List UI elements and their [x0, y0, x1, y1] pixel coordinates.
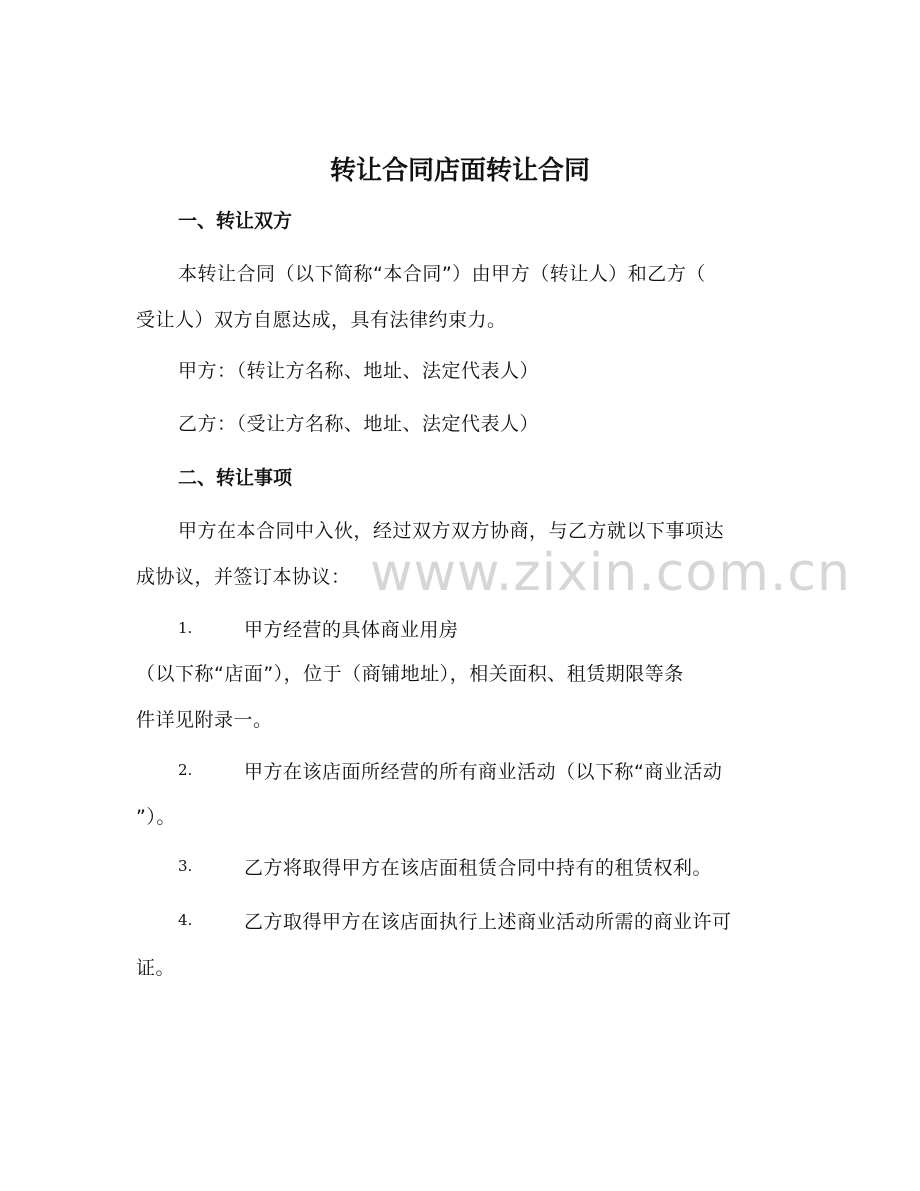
section-heading-parties: 一、转让双方 [178, 210, 293, 232]
list-item-text: 证。 [136, 957, 176, 979]
list-item-text: 乙方取得甲方在该店面执行上述商业活动所需的商业许可 [244, 911, 732, 933]
list-item-number: 4. [178, 911, 193, 929]
paragraph-line: 成协议，并签订本协议： [136, 566, 351, 588]
list-item-text: 甲方在该店面所经营的所有商业活动（以下称“商业活动 [244, 761, 723, 783]
list-item-text: 甲方经营的具体商业用房 [244, 619, 459, 641]
list-item-text: ”）。 [136, 806, 176, 828]
paragraph-line: 受让人）双方自愿达成，具有法律约束力。 [136, 309, 507, 331]
document-title: 转让合同店面转让合同 [329, 156, 590, 186]
paragraph-line: 甲方在本合同中入伙，经过双方双方协商，与乙方就以下事项达 [178, 520, 725, 542]
list-item-text: （以下称“店面”），位于（商铺地址），相关面积、租赁期限等条 [136, 663, 684, 685]
party-a-line: 甲方：（转让方名称、地址、法定代表人） [178, 360, 540, 382]
list-item-number: 1. [178, 619, 193, 637]
watermark: www.zixin.com.cn [370, 543, 851, 603]
list-item-number: 2. [178, 761, 193, 779]
list-item-text: 件详见附录一。 [136, 709, 273, 731]
party-b-line: 乙方：（受让方名称、地址、法定代表人） [178, 413, 540, 435]
list-item-text: 乙方将取得甲方在该店面租赁合同中持有的租赁权利。 [244, 857, 713, 879]
section-heading-matters: 二、转让事项 [178, 467, 293, 489]
paragraph-line: 本转让合同（以下简称“本合同”）由甲方（转让人）和乙方（ [178, 263, 706, 285]
list-item-number: 3. [178, 857, 193, 875]
